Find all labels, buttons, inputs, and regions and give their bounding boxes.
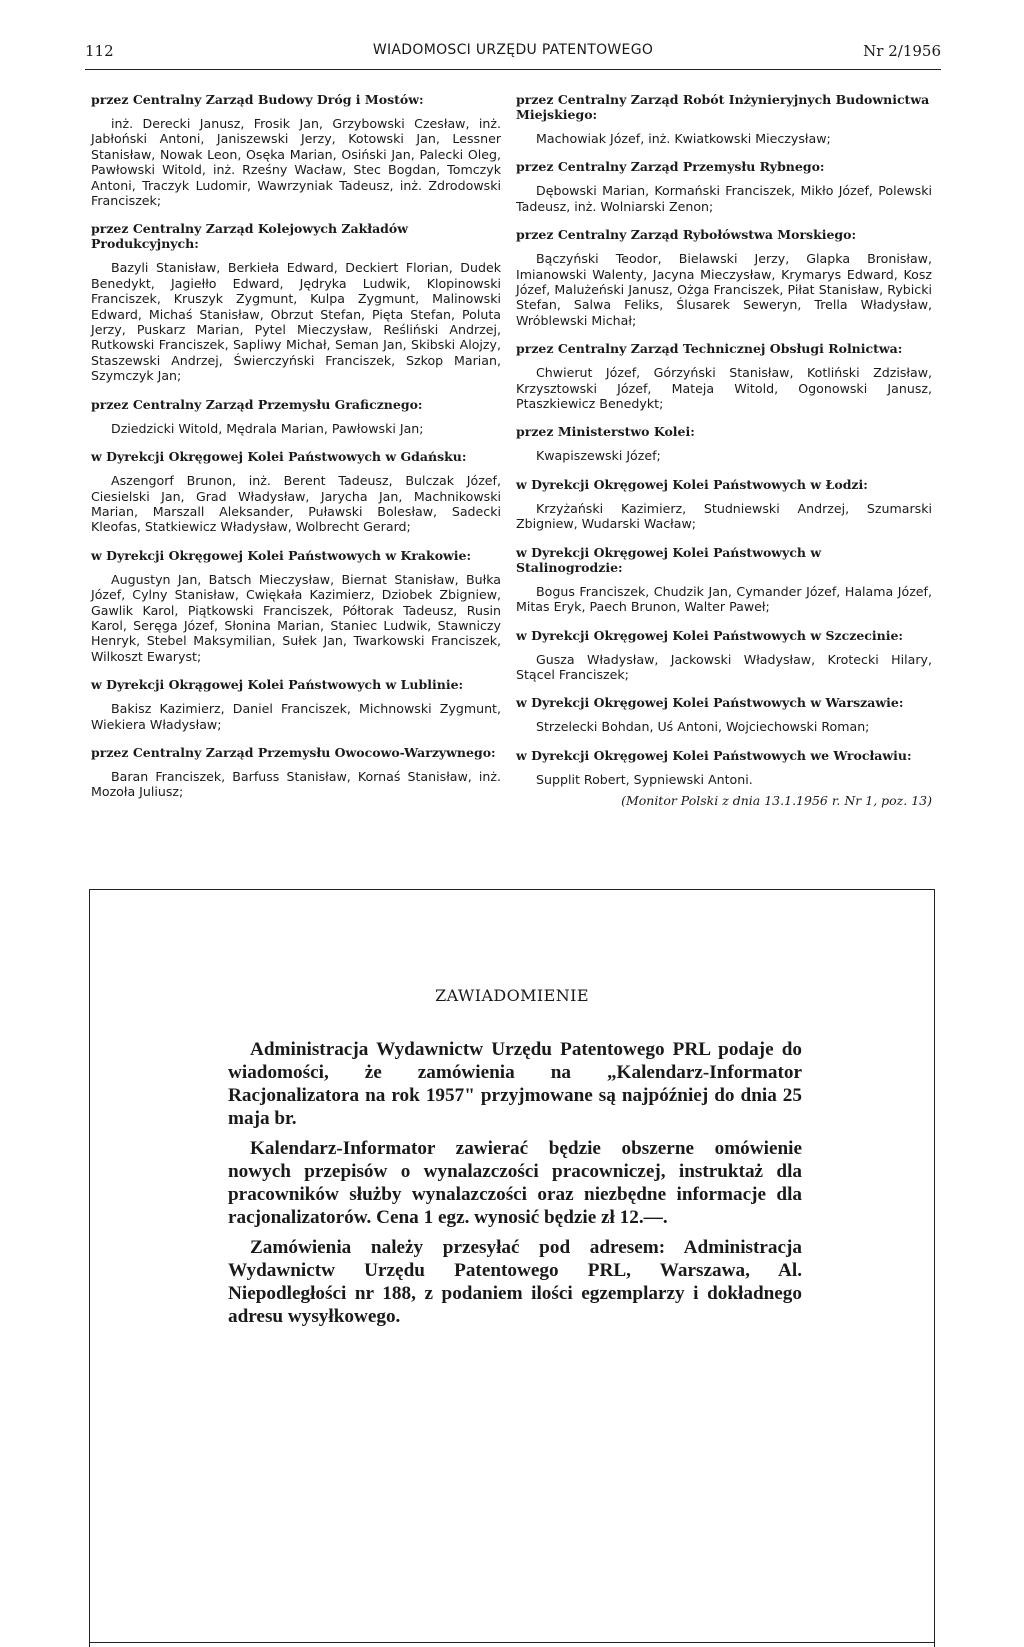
section-text: inż. Derecki Janusz, Frosik Jan, Grzybowski Czesław, inż. Jabłoński Antoni, Janiszewski Jerzy, Kotowski Jan, Lessner Stanisław, Nowak Leon, Osęka Marian, Osiński Jan, Palecki Oleg, Pawłowski Witold, inż. Rześny Wacław, Stec Bogdan, Tomczyk Antoni, Traczyk Ludomir, Wawrzyniak Tadeusz, inż. Zdrodowski Franciszek; [91, 116, 501, 209]
section-text: Dziedzicki Witold, Mędrala Marian, Pawłowski Jan; [111, 420, 424, 436]
section-heading: przez Centralny Zarząd Przemysłu Graficznego: [91, 396, 423, 412]
section-heading: przez Centralny Zarząd Budowy Dróg i Mostów: [91, 92, 424, 107]
section-text: Augustyn Jan, Batsch Mieczysław, Biernat Stanisław, Bułka Józef, Cylny Stanisław, Cwiękała Kazimierz, Dziobek Zbigniew, Gawlik Karol, Piątkowski Franciszek, Półtorak Tadeusz, Rusin Karol, Seręga Józef, Słonina Marian, Staniec Ludwik, Stawniczy Henryk, Stebel Maksymilian, Sułek Jan, Twarkowski Franciszek, Wilkoszt Ewaryst; [91, 571, 501, 664]
journal-title: WIADOMOSCI URZĘDU PATENTOWEGO [372, 42, 654, 58]
page-header [85, 40, 941, 80]
page-number: 112 [85, 42, 114, 60]
section-heading: w Dyrekcji Okręgowej Kolei Państwowych w Łodzi: [516, 476, 868, 492]
section-text: Dębowski Marian, Kormański Franciszek, Mikło Józef, Polewski Tadeusz, inż. Wolniarski Zenon; [516, 183, 932, 214]
section-heading: w Dyrekcji Okręgowej Kolei Państwowych w Szczecinie: [516, 627, 904, 643]
section-text: Kwapiszewski Józef; [536, 448, 661, 464]
notice-title: ZAWIADOMIENIE [435, 986, 589, 1005]
section-heading: przez Centralny Zarząd Kolejowych Zakładów Produkcyjnych: [91, 221, 409, 252]
source-citation: (Monitor Polski z dnia 13.1.1956 r. Nr 1, poz. 13) [621, 793, 932, 809]
section-text: Bączyński Teodor, Bielawski Jerzy, Glapka Bronisław, Imianowski Walenty, Jacyna Mieczysław, Krymarys Edward, Kosz Józef, Malużeński Janusz, Ożga Franciszek, Piłat Stanisław, Rybicki Stefan, Salwa Feliks, Ślusarek Seweryn, Trella Władysław, Wróblewski Michał; [516, 251, 932, 328]
notice-paragraph: Administracja Wydawnictw Urzędu Patentowego PRL podaje do wiadomości, że zamówienia na „Kalendarz-Informator Racjonalizatora na rok 1957" przyjmowane są najpóźniej do dnia 25 maja br. [228, 1039, 802, 1129]
section-heading: przez Centralny Zarząd Przemysłu Owocowo-Warzywnego: [91, 744, 496, 760]
section-text: Bogus Franciszek, Chudzik Jan, Cymander Józef, Halama Józef, Mitas Eryk, Paech Brunon, Walter Paweł; [516, 583, 932, 615]
section-heading: w Dyrekcji Okręgowej Kolei Państwowych we Wrocławiu: [516, 747, 912, 763]
section-text: Krzyżański Kazimierz, Studniewski Andrzej, Szumarski Zbigniew, Wudarski Wacław; [516, 500, 932, 532]
section-text: Chwierut Józef, Górzyński Stanisław, Kotliński Zdzisław, Krzysztowski Józef, Mateja Witold, Ogonowski Janusz, Ptaszkiewicz Benedykt; [516, 365, 932, 412]
section-heading: przez Centralny Zarząd Przemysłu Rybnego: [516, 159, 825, 175]
document-page [85, 40, 941, 1420]
notice-bottom-rule [89, 1642, 935, 1643]
right-column [516, 92, 932, 808]
section-text: Gusza Władysław, Jackowski Władysław, Krotecki Hilary, Stącel Franciszek; [516, 651, 932, 682]
section-heading: w Dyrekcji Okrągowej Kolei Państwowych w Lublinie: [91, 677, 464, 693]
section-heading: w Dyrekcji Okręgowej Kolei Państwowych w Warszawie: [516, 695, 904, 711]
section-heading: przez Centralny Zarząd Robót Inżynieryjnych Budownictwa Miejskiego: [516, 92, 930, 122]
section-heading: przez Centralny Zarząd Rybołówstwa Morskiego: [516, 227, 857, 243]
notice-box [89, 889, 935, 1647]
section-heading: w Dyrekcji Okręgowej Kolei Państwowych w Gdańsku: [91, 449, 467, 465]
section-text: Supplit Robert, Sypniewski Antoni. [536, 771, 753, 787]
left-column [91, 92, 501, 813]
header-rule [85, 69, 941, 70]
notice-body [228, 1038, 802, 1335]
section-heading: w Dyrekcji Okręgowej Kolei Państwowych w Stalinogrodzie: [516, 544, 822, 575]
section-text: Bakisz Kazimierz, Daniel Franciszek, Michnowski Zygmunt, Wiekiera Władysław; [91, 701, 501, 732]
section-text: Strzelecki Bohdan, Uś Antoni, Wojciechowski Roman; [536, 719, 870, 735]
section-heading: w Dyrekcji Okręgowej Kolei Państwowych w Krakowie: [91, 547, 472, 563]
notice-paragraph: Kalendarz-Informator zawierać będzie obszerne omówienie nowych przepisów o wynalazczości pracowniczej, instruktaż dla pracowników służby wynalazczości oraz niezbędne informacje dla racjonalizatorów. Cena 1 egz. wynosić będzie zł 12.—. [228, 1138, 802, 1228]
section-text: Baran Franciszek, Barfuss Stanisław, Kornaś Stanisław, inż. Mozoła Juliusz; [91, 768, 501, 800]
section-heading: przez Ministerstwo Kolei: [516, 424, 695, 440]
notice-paragraph: Zamówienia należy przesyłać pod adresem: Administracja Wydawnictw Urzędu Patentowego PRL, Warszawa, Al. Niepodległości nr 188, z podaniem ilości egzemplarzy i dokładnego adresu wysyłkowego. [228, 1237, 802, 1327]
issue-number: Nr 2/1956 [863, 42, 941, 60]
section-text: Machowiak Józef, inż. Kwiatkowski Mieczysław; [536, 131, 831, 146]
section-text: Aszengorf Brunon, inż. Berent Tadeusz, Bulczak Józef, Ciesielski Jan, Grad Władysław, Jarycha Jan, Machnikowski Marian, Marszall Aleksander, Puławski Bolesław, Sadecki Kleofas, Statkiewicz Władysław, Wolbrecht Gerard; [91, 473, 501, 535]
section-heading: przez Centralny Zarząd Technicznej Obsługi Rolnictwa: [516, 341, 903, 357]
section-text: Bazyli Stanisław, Berkieła Edward, Deckiert Florian, Dudek Benedykt, Jagiełło Edward, Jędryka Ludwik, Klopinowski Franciszek, Kruszyk Zygmunt, Kulpa Zygmunt, Malinowski Edward, Michaś Stanisław, Obrzut Stefan, Pięta Stefan, Poluta Jerzy, Puskarz Marian, Pytel Mieczysław, Reśliński Andrzej, Rutkowski Franciszek, Sapliwy Michał, Seman Jan, Skibski Alojzy, Staszewski Andrzej, Świerczyński Franciszek, Szkop Marian, Szymczyk Jan; [91, 260, 501, 384]
